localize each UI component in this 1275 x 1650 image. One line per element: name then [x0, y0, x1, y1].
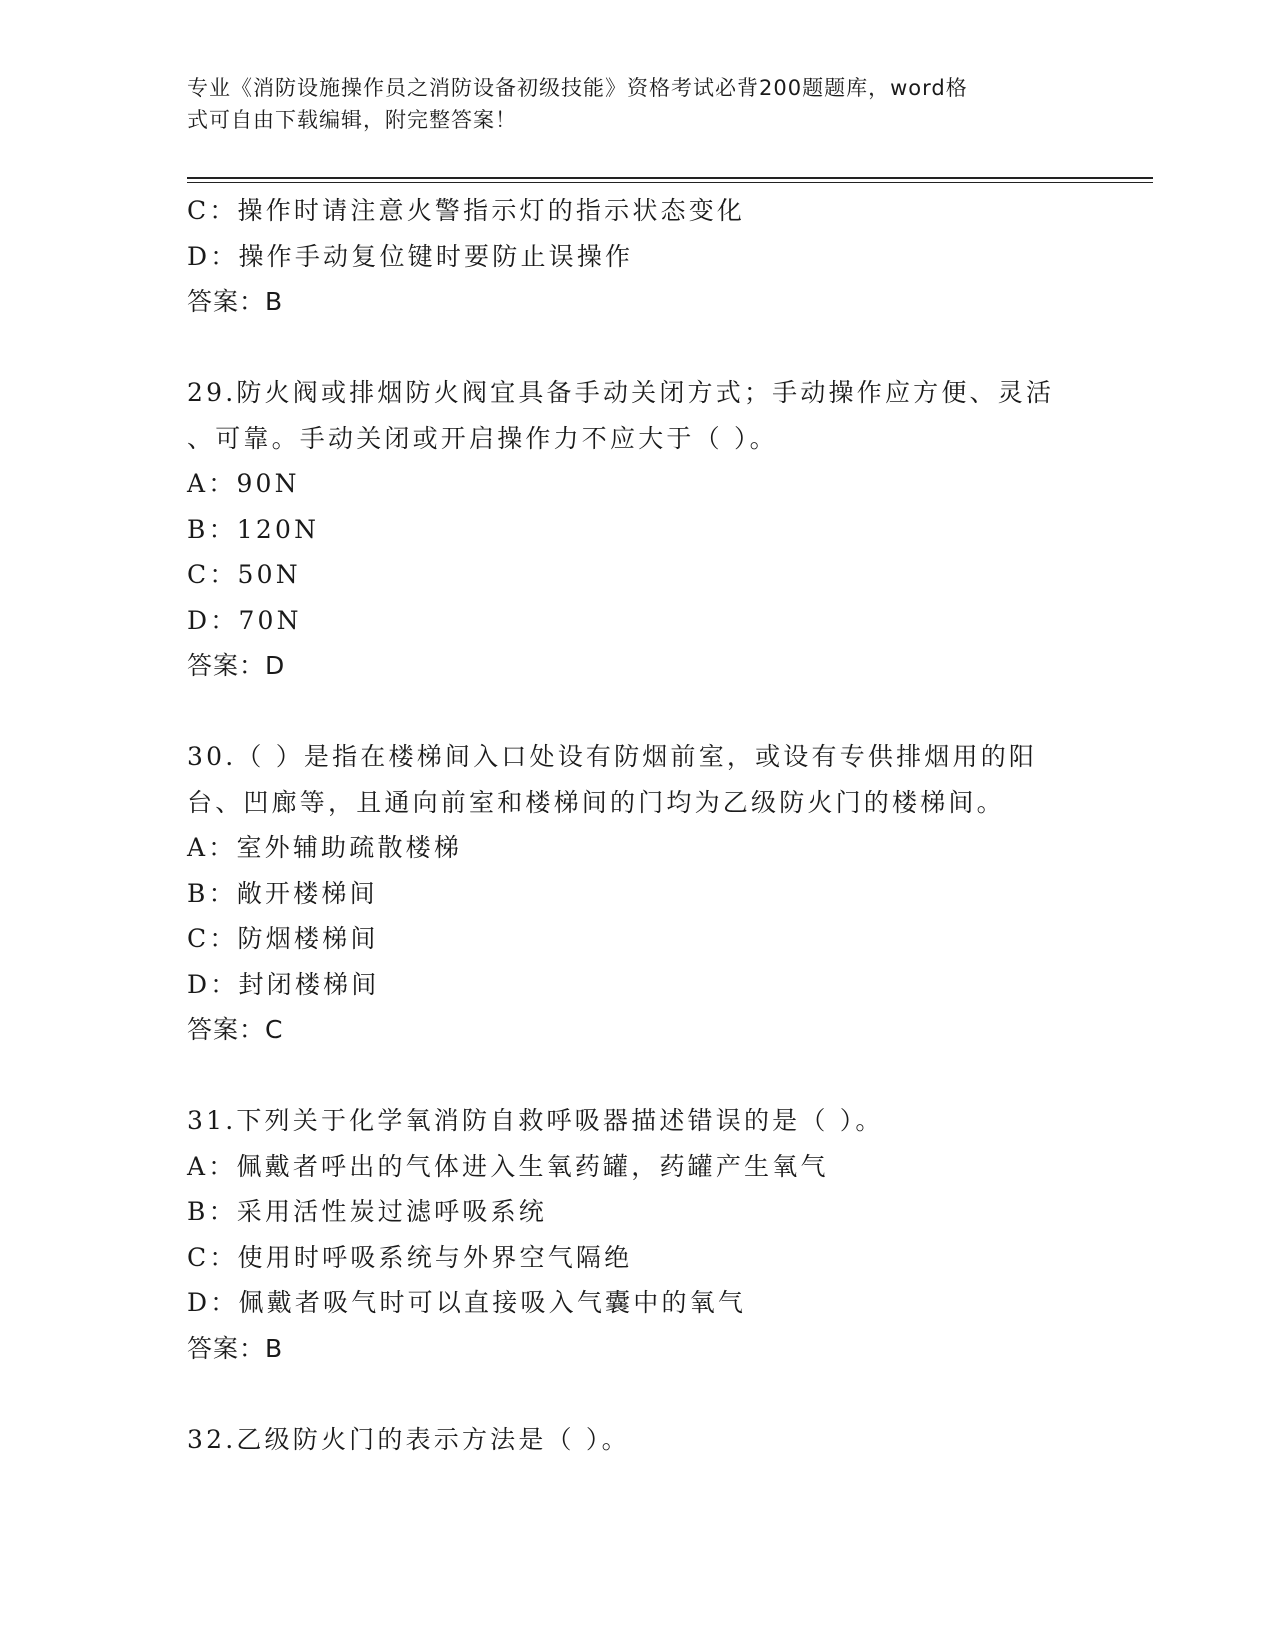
question-29-option-d: D：70N: [187, 605, 302, 635]
question-29-answer: 答案：D: [187, 651, 286, 680]
header-line-1: 专业《消防设施操作员之消防设备初级技能》资格考试必背200题题库，word格: [187, 76, 968, 100]
question-30-answer: 答案：C: [187, 1015, 284, 1044]
question-29-option-c: C：50N: [187, 560, 301, 589]
question-30-text-line-2: 台、凹廊等，且通向前室和楼梯间的门均为乙级防火门的楼梯间。: [187, 787, 1005, 817]
question-31-option-c: C：使用时呼吸系统与外界空气隔绝: [187, 1242, 633, 1272]
question-content: [187, 188, 1087, 1462]
spacer: [187, 1053, 1087, 1099]
question-29-option-a: A：90N: [187, 469, 300, 498]
question-31-option-d: D：佩戴者吸气时可以直接吸入气囊中的氧气: [187, 1288, 747, 1317]
question-30-option-d: D：封闭楼梯间: [187, 969, 380, 999]
question-32-text-line-1: 32.乙级防火门的表示方法是（ ）。: [187, 1424, 630, 1454]
question-31-option-b: B：采用活性炭过滤呼吸系统: [187, 1197, 547, 1226]
question-31-answer: 答案：B: [187, 1333, 284, 1363]
question-31-option-a: A：佩戴者呼出的气体进入生氧药罐，药罐产生氧气: [187, 1151, 829, 1181]
question-29-text-line-2: 、可靠。手动关闭或开启操作力不应大于（ ）。: [187, 423, 778, 453]
header-rule-thick: [187, 177, 1153, 179]
header-rule-thin: [187, 182, 1153, 183]
spacer: [187, 1371, 1087, 1417]
header-line-2: 式可自由下载编辑，附完整答案！: [187, 108, 517, 132]
question-30-text-line-1: 30.（ ）是指在楼梯间入口处设有防烟前室，或设有专供排烟用的阳: [187, 742, 1038, 771]
question-29-option-b: B：120N: [187, 514, 320, 544]
question-30-option-b: B：敞开楼梯间: [187, 878, 378, 908]
question-30-option-a: A：室外辅助疏散楼梯: [187, 833, 463, 862]
option-d: D：操作手动复位键时要防止误操作: [187, 241, 634, 271]
spacer: [187, 325, 1087, 371]
answer-line: 答案：B: [187, 287, 284, 316]
option-c: C：操作时请注意火警指示灯的指示状态变化: [187, 196, 746, 225]
question-31-text-line-1: 31.下列关于化学氧消防自救呼吸器描述错误的是（ ）。: [187, 1106, 884, 1135]
question-29-text-line-1: 29.防火阀或排烟防火阀宜具备手动关闭方式；手动操作应方便、灵活: [187, 378, 1055, 407]
spacer: [187, 689, 1087, 735]
question-30-option-c: C：防烟楼梯间: [187, 924, 379, 953]
document-header: [187, 72, 1087, 136]
